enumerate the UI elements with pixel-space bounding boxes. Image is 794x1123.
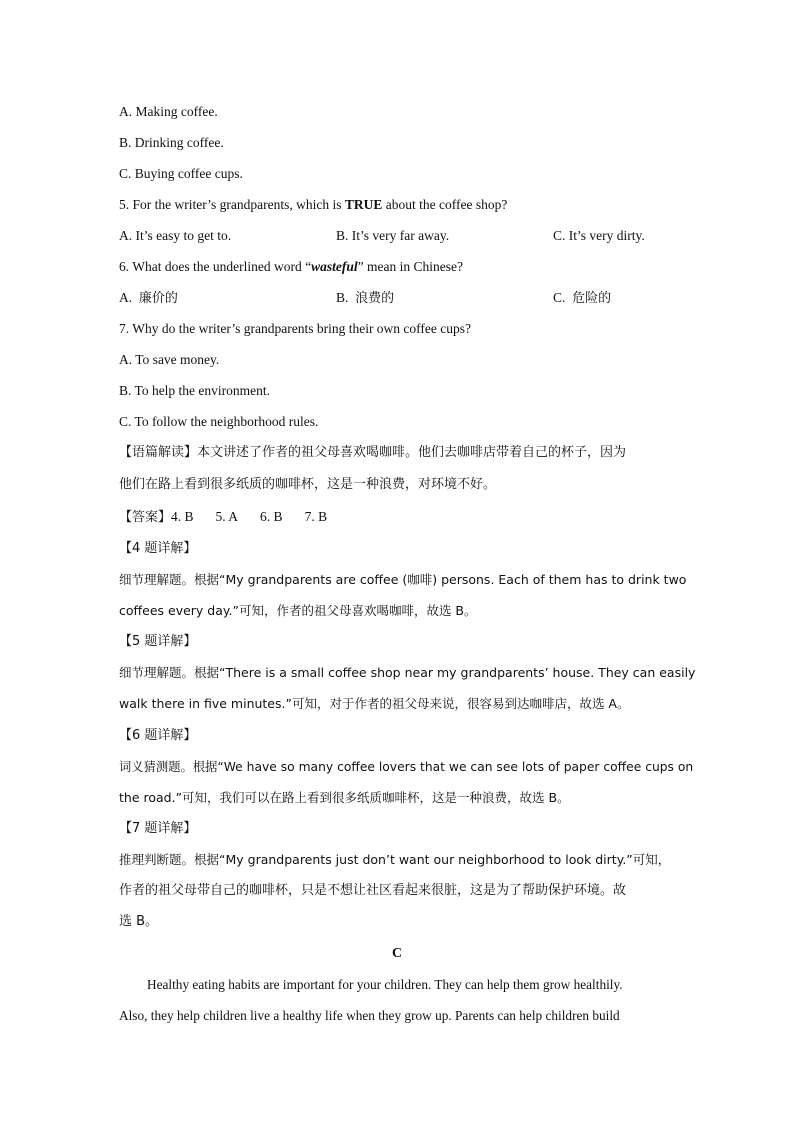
q6-option-a <box>119 289 178 308</box>
q6-option-a-text: 廉价的 <box>138 291 178 306</box>
q7-stem: 7. Why do the writer’s grandparents bring their own coffee cups? <box>119 321 472 336</box>
q4-option-c: C. Buying coffee cups. <box>119 166 243 181</box>
detail-7-line-2: 作者的祖父母带自己的咖啡杯，只是不想让社区看起来很脏，这是为了帮助保护环境。故 <box>119 883 627 898</box>
q6-option-b-label: B. <box>336 290 349 305</box>
q6-option-c <box>553 289 611 308</box>
q5-stem <box>119 196 507 214</box>
answer-label: 【答案】 <box>119 510 172 525</box>
detail-7-heading: 【7 题详解】 <box>119 821 197 836</box>
q5-stem-after: about the coffee shop? <box>382 197 508 212</box>
detail-6-line-2: the road.”可知，我们可以在路上看到很多纸质咖啡杯，这是一种浪费，故选 B。 <box>119 790 570 805</box>
q5-option-b: B. It’s very far away. <box>336 228 450 243</box>
q6-option-c-label: C. <box>553 290 566 305</box>
q5-option-a: A. It’s easy to get to. <box>119 228 232 243</box>
q7-option-a: A. To save money. <box>119 352 220 367</box>
detail-6-line-1: 词义猜测题。根据“We have so many coffee lovers that we can see lots of paper coffee cups on <box>119 760 694 774</box>
answer-key <box>119 508 327 527</box>
detail-5-heading: 【5 题详解】 <box>119 634 197 649</box>
detail-4-line-1: 细节理解题。根据“My grandparents are coffee (咖啡) persons. Each of them has to drink two <box>119 572 687 587</box>
answer-4: 4. B <box>171 509 194 524</box>
analysis-line-2: 他们在路上看到很多纸质的咖啡杯，这是一种浪费，对环境不好。 <box>119 477 497 492</box>
q4-option-a: A. Making coffee. <box>119 104 218 119</box>
detail-7-line-1: 推理判断题。根据“My grandparents just don’t want our neighborhood to look dirty.”可知， <box>119 852 671 867</box>
q4-option-b: B. Drinking coffee. <box>119 135 224 150</box>
q7-option-c: C. To follow the neighborhood rules. <box>119 414 319 429</box>
q6-stem-before: 6. What does the underlined word “ <box>119 259 312 274</box>
q6-option-b <box>336 289 394 308</box>
analysis-line-1: 【语篇解读】本文讲述了作者的祖父母喜欢喝咖啡。他们去咖啡店带着自己的杯子，因为 <box>119 445 627 460</box>
q6-option-a-label: A. <box>119 290 133 305</box>
q7-option-b: B. To help the environment. <box>119 383 271 398</box>
detail-5-line-1: 细节理解题。根据“There is a small coffee shop near my grandparents’ house. They can easily <box>119 665 696 680</box>
detail-6-heading: 【6 题详解】 <box>119 728 197 743</box>
detail-5-line-2: walk there in five minutes.”可知，对于作者的祖父母来说，很容易到达咖啡店，故选 A。 <box>119 696 630 711</box>
q5-stem-before: 5. For the writer’s grandparents, which is <box>119 197 345 212</box>
q5-stem-bold: TRUE <box>344 197 383 212</box>
answer-6: 6. B <box>260 509 283 524</box>
q6-option-c-text: 危险的 <box>572 291 612 306</box>
detail-4-line-2: coffees every day.”可知，作者的祖父母喜欢喝咖啡，故选 B。 <box>119 603 477 618</box>
answer-7: 7. B <box>304 509 328 524</box>
detail-7-line-3: 选 B。 <box>119 914 159 929</box>
q6-underlined-word: wasteful <box>311 259 358 274</box>
answer-5: 5. A <box>215 509 239 524</box>
q6-stem-after: ” mean in Chinese? <box>357 259 463 274</box>
detail-4-heading: 【4 题详解】 <box>119 541 197 556</box>
q5-option-c: C. It’s very dirty. <box>553 228 645 243</box>
passage-c-title: C <box>391 946 403 961</box>
passage-c-line-1: Healthy eating habits are important for your children. They can help them grow healthily. <box>147 977 623 992</box>
q6-stem <box>119 258 463 276</box>
q6-option-b-text: 浪费的 <box>355 291 395 306</box>
passage-c-line-2: Also, they help children live a healthy life when they grow up. Parents can help children build <box>119 1008 620 1023</box>
